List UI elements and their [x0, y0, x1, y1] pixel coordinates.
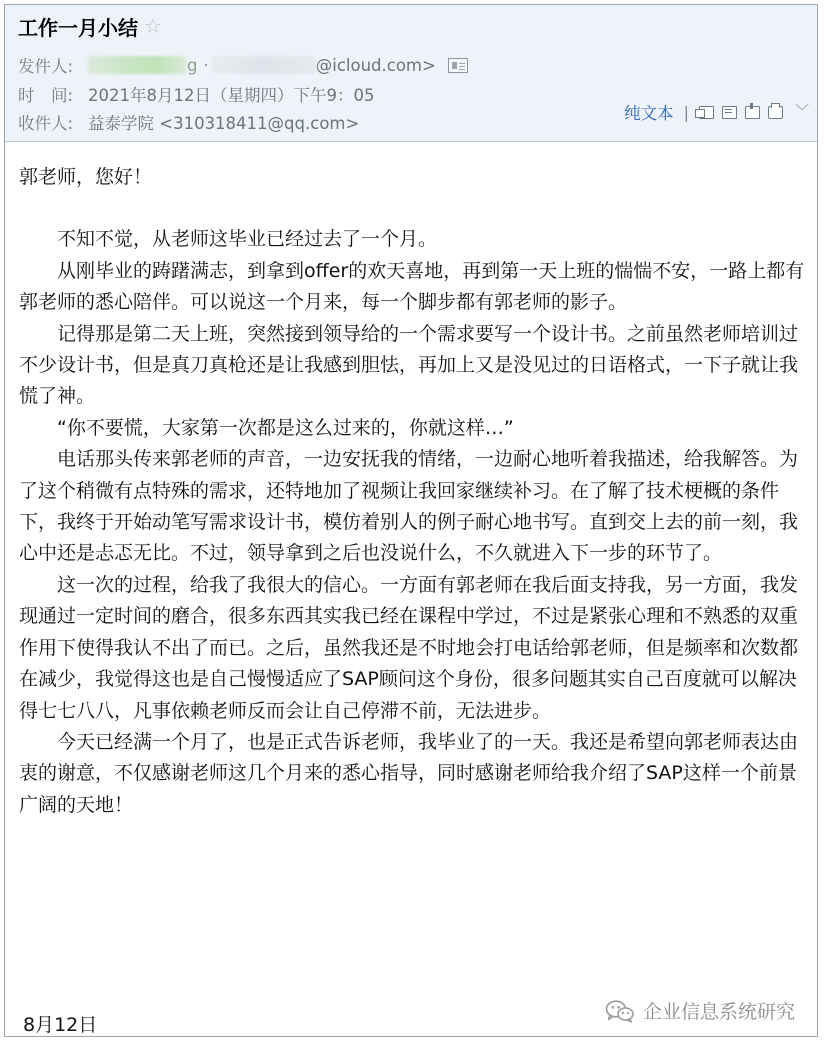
signoff-date: 8月12日 — [23, 1014, 98, 1036]
recipient-row — [18, 109, 359, 135]
paragraph: 不知不觉，从老师这毕业已经过去了一个月。 — [57, 228, 438, 251]
subject-line — [18, 11, 162, 41]
paragraph: 这一次的过程，给我了我很大的信心。一方面有郭老师在我后面支持我，另一方面，我发现通过一定时间的磨合，很多东西其实我已经在课程中学过，不过是紧张心理和不熟悉的双重作用下使得我认不出了而已。之后，虽然我还是不时地会打电话给郭老师，但是频率和次数都在减少，我觉得这也是自己慢慢适应了SAP顾问这个身份，很多问题其实自己百度就可以解决得七七八八，凡事依赖老师反而会让自己停滞不前，无法进步。 — [19, 573, 799, 722]
sender-name-suffix: g — [187, 55, 198, 75]
time-row — [18, 81, 374, 107]
recipient-value[interactable]: 益泰学院 <310318411@qq.com> — [88, 114, 360, 133]
paragraph: 记得那是第二天上班，突然接到领导给的一个需求要写一个设计书。之前虽然老师培训过不少设计书，但是真刀真枪还是让我感到胆怯，再加上又是没见过的日语格式，一下子就让我慌了神。 — [19, 322, 799, 408]
sender-address-redacted — [212, 56, 316, 74]
wechat-icon — [605, 999, 635, 1023]
sender-angle-open: · — [203, 55, 209, 75]
sender-label: 发件人: — [18, 57, 74, 76]
sender-row — [18, 52, 468, 78]
email-body — [19, 162, 805, 821]
time-label: 时 间: — [18, 86, 74, 105]
chevron-down-icon[interactable]: ﹀ — [795, 104, 807, 120]
email-toolbar — [624, 99, 807, 125]
paragraph: 从刚毕业的踌躇满志，到拿到offer的欢天喜地，再到第一天上班的惴惴不安，一路上都有郭老师的悉心陪伴。可以说这一个月来，每一个脚步都有郭老师的影子。 — [19, 259, 805, 314]
paragraph: 今天已经满一个月了，也是正式告诉老师，我毕业了的一天。我还是希望向郭老师表达由衷的谢意，不仅感谢老师这几个月来的悉心指导，同时感谢老师给我介绍了SAP这样一个前景广阔的天地！ — [19, 730, 799, 816]
plain-text-link[interactable]: 纯文本 — [624, 104, 674, 123]
paragraph: 电话那头传来郭老师的声音，一边安抚我的情绪，一边耐心地听着我描述，给我解答。为了这个稍微有点特殊的需求，还特地加了视频让我回家继续补习。在了解了技术梗概的条件下，我终于开始动笔写需求设计书，模仿着别人的例子耐心地书写。直到交上去的前一刻，我心中还是忐忑无比。不过，领导拿到之后也没说什么，不久就进入下一步的环节了。 — [19, 448, 799, 565]
contact-card-icon[interactable] — [448, 58, 468, 73]
email-window — [4, 4, 818, 1037]
recipient-label: 收件人: — [18, 114, 74, 133]
sender-domain: @icloud.com> — [315, 55, 436, 75]
export-icon[interactable] — [745, 106, 760, 119]
email-subject: 工作一月小结 — [18, 15, 138, 40]
watermark — [605, 997, 795, 1024]
sender-name-redacted — [88, 56, 186, 74]
email-header — [5, 5, 817, 142]
sent-time: 2021年8月12日（星期四）下午9：05 — [88, 86, 375, 105]
watermark-text: 企业信息系统研究 — [642, 1001, 795, 1023]
toolbar-separator: | — [683, 102, 689, 122]
star-icon[interactable]: ☆ — [144, 14, 162, 38]
view-source-icon[interactable] — [722, 106, 737, 119]
print-icon[interactable] — [768, 106, 783, 119]
paragraph-quote: “你不要慌，大家第一次都是这么过来的，你就这样…” — [57, 416, 514, 439]
new-window-icon[interactable] — [699, 106, 714, 119]
greeting: 郭老师，您好！ — [19, 166, 153, 188]
